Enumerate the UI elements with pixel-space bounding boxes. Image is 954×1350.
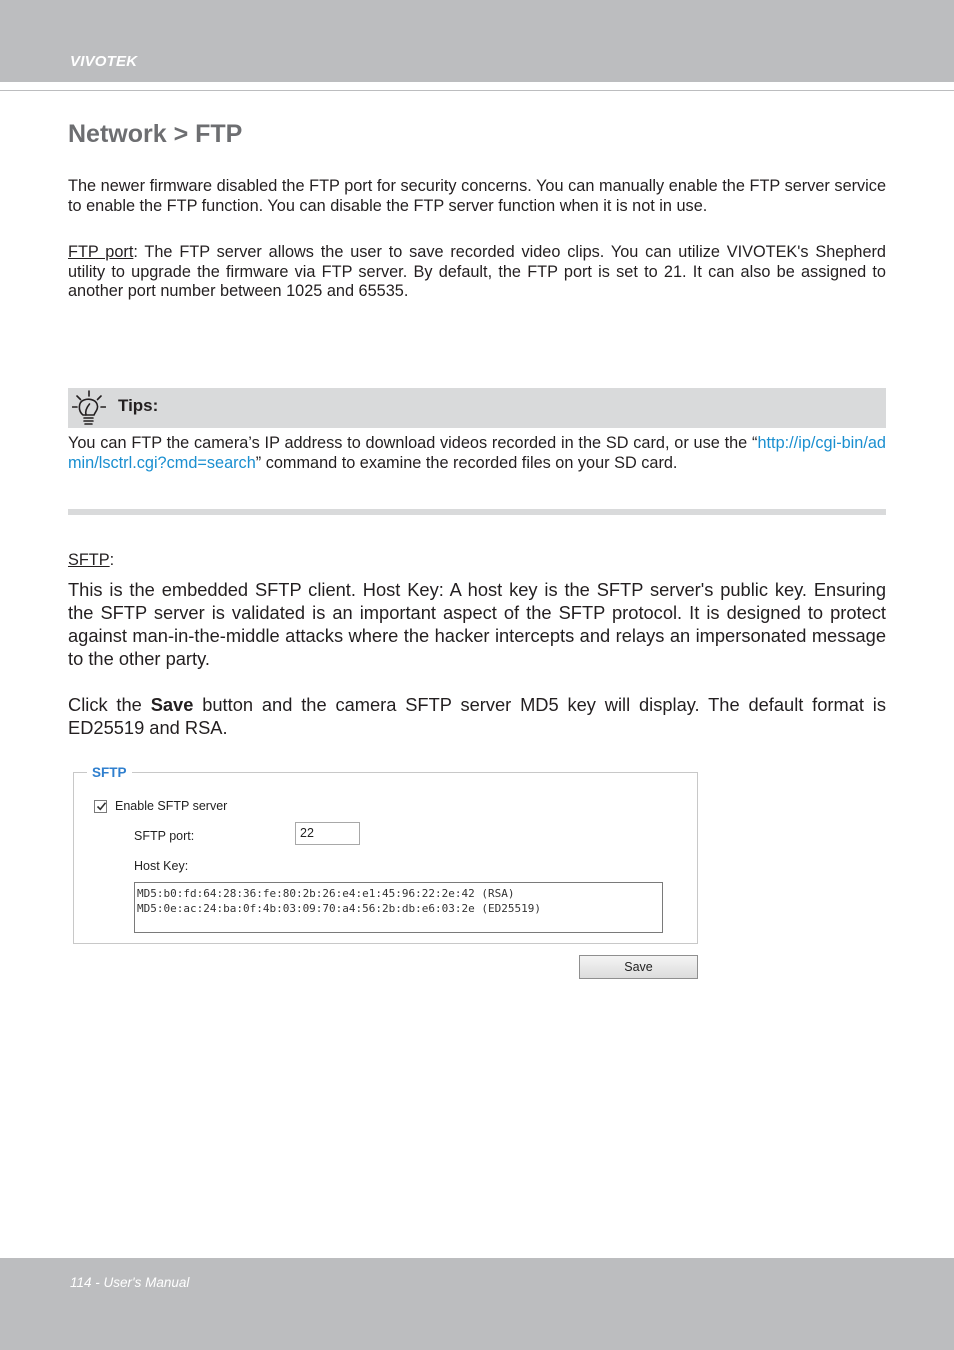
intro-paragraph: The newer firmware disabled the FTP port for security concerns. You can manually enable the FTP server service to enable the FTP function. You can disable the FTP server function when it is not in use. [68,177,886,215]
save-instruction-before: Click the [68,694,151,715]
sftp-heading [68,551,886,571]
tips-bar [68,388,886,428]
save-instruction-bold: Save [150,694,194,715]
enable-sftp-checkbox[interactable] [94,800,107,813]
checkmark-icon [96,801,107,812]
sftp-colon: : [109,551,115,569]
save-button[interactable]: Save [579,955,698,979]
host-key-label: Host Key: [134,859,189,873]
enable-sftp-label: Enable SFTP server [115,799,228,813]
sftp-port-label: SFTP port: [134,829,195,843]
tips-text-after: ” command to examine the recorded files on your SD card. [255,453,678,472]
tips-paragraph [68,434,886,473]
ftp-port-paragraph [68,243,886,302]
ftp-port-term: FTP port [68,243,134,261]
footer-band [0,1258,954,1350]
tips-label: Tips: [118,396,159,415]
page-title: Network > FTP [68,120,243,148]
header-band [0,0,954,82]
save-instruction [68,693,886,739]
sftp-panel-legend: SFTP [87,765,132,780]
footer-page-label: 114 - User's Manual [70,1275,190,1290]
sftp-term: SFTP [68,551,110,569]
tips-text-before: You can FTP the camera’s IP address to download videos recorded in the SD card, or use the “ [68,434,758,452]
lightbulb-icon [72,390,106,428]
tips-link[interactable]: http://ip/cgi-bin/admin/lsctrl.cgi?cmd=search [68,434,886,472]
sftp-port-input[interactable]: 22 [295,822,360,845]
section-separator [68,509,886,515]
brand-name: VIVOTEK [70,53,138,70]
save-instruction-after: button and the camera SFTP server MD5 key will display. The default format is ED25519 and RSA. [68,694,886,738]
header-divider [0,90,954,91]
ftp-port-text: : The FTP server allows the user to save recorded video clips. You can utilize VIVOTEK's Shepherd utility to upgrade the firmware via FTP server. By default, the FTP port is set to 21. It can also be assigned to another port number between 1025 and 65535. [68,243,886,300]
sftp-description: This is the embedded SFTP client. Host Key: A host key is the SFTP server's public key. Ensuring the SFTP server is validated is an important aspect of the SFTP protocol. It is designed to protect against man-in-the-middle attacks where the hacker intercepts and relays an impersonated message to the other party. [68,579,886,669]
host-key-textarea[interactable]: MD5:b0:fd:64:28:36:fe:80:2b:26:e4:e1:45:96:22:2e:42 (RSA) MD5:0e:ac:24:ba:0f:4b:03:09:70:a4:56:2b:db:e6:03:2e (ED25519) [134,882,663,933]
